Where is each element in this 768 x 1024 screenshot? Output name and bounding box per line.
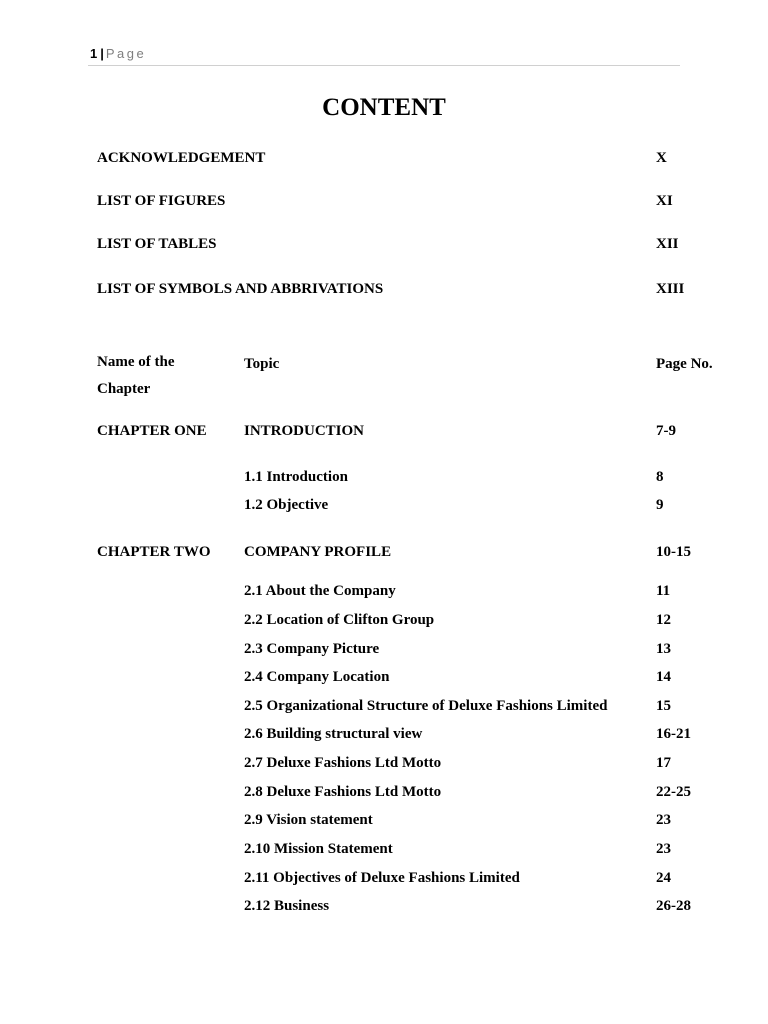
section-topic: 2.10 Mission Statement	[244, 841, 393, 857]
front-matter-page: XI	[656, 193, 673, 209]
section-page: 14	[656, 669, 671, 685]
column-header-chapter: Name of the Chapter	[97, 354, 175, 397]
chapter-name: CHAPTER ONE	[97, 423, 207, 439]
column-header-topic: Topic	[244, 356, 280, 372]
section-page: 23	[656, 812, 671, 828]
page-word: Page	[105, 46, 147, 61]
column-header-page: Page No.	[656, 356, 713, 372]
chapter-topic: COMPANY PROFILE	[244, 544, 392, 560]
chapter-name: CHAPTER TWO	[97, 544, 211, 560]
section-page: 17	[656, 755, 671, 771]
section-topic: 2.6 Building structural view	[244, 726, 423, 742]
section-page: 11	[656, 583, 671, 599]
front-matter-label: LIST OF SYMBOLS AND ABBRIVATIONS	[97, 281, 384, 297]
section-page: 12	[656, 612, 671, 628]
section-topic: 2.7 Deluxe Fashions Ltd Motto	[244, 755, 442, 771]
section-topic: 2.12 Business	[244, 898, 330, 914]
section-page: 9	[656, 497, 664, 513]
front-matter-label: ACKNOWLEDGEMENT	[97, 150, 266, 166]
section-page: 13	[656, 641, 671, 657]
front-matter-page: X	[656, 150, 667, 166]
section-topic: 2.3 Company Picture	[244, 641, 380, 657]
chapter-topic: INTRODUCTION	[244, 423, 365, 439]
section-page: 23	[656, 841, 671, 857]
section-page: 8	[656, 469, 664, 485]
front-matter-page: XII	[656, 236, 679, 252]
page-separator: |	[100, 46, 104, 61]
section-page: 26-28	[656, 898, 691, 914]
section-topic: 2.11 Objectives of Deluxe Fashions Limited	[244, 870, 520, 886]
header-divider	[88, 65, 680, 66]
section-page: 15	[656, 698, 671, 714]
section-topic: 2.2 Location of Clifton Group	[244, 612, 435, 628]
section-topic: 2.9 Vision statement	[244, 812, 373, 828]
section-page: 16-21	[656, 726, 691, 742]
front-matter-label: LIST OF TABLES	[97, 236, 217, 252]
front-matter-page: XIII	[656, 281, 685, 297]
page-header	[90, 46, 146, 62]
section-topic: 2.4 Company Location	[244, 669, 390, 685]
section-page: 22-25	[656, 784, 691, 800]
chapter-pages: 10-15	[656, 544, 691, 560]
page-title: CONTENT	[322, 94, 446, 121]
section-topic: 2.5 Organizational Structure of Deluxe Fashions Limited	[244, 698, 608, 714]
section-topic: 1.2 Objective	[244, 497, 329, 513]
chapter-pages: 7-9	[656, 423, 676, 439]
section-page: 24	[656, 870, 671, 886]
page-number: 1	[90, 46, 98, 61]
section-topic: 2.8 Deluxe Fashions Ltd Motto	[244, 784, 442, 800]
section-topic: 2.1 About the Company	[244, 583, 396, 599]
front-matter-label: LIST OF FIGURES	[97, 193, 226, 209]
section-topic: 1.1 Introduction	[244, 469, 348, 485]
